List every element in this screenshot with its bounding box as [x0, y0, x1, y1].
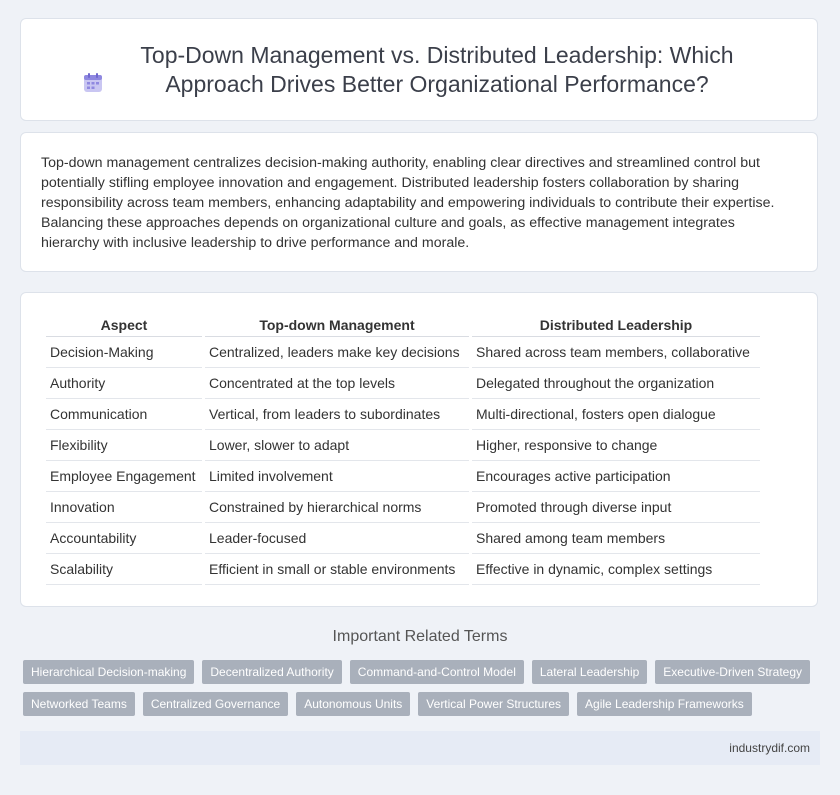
table-row	[46, 492, 760, 523]
table-cell: Scalability	[46, 554, 202, 585]
related-term-tag[interactable]: Centralized Governance	[143, 692, 288, 716]
table-cell: Delegated throughout the organization	[472, 368, 760, 399]
related-term-tag[interactable]: Networked Teams	[23, 692, 135, 716]
table-row	[46, 523, 760, 554]
table-cell: Vertical, from leaders to subordinates	[205, 399, 469, 430]
table-cell: Leader-focused	[205, 523, 469, 554]
table-row	[46, 337, 760, 368]
related-term-tag[interactable]: Autonomous Units	[296, 692, 410, 716]
table-cell: Lower, slower to adapt	[205, 430, 469, 461]
table-row	[46, 461, 760, 492]
summary-card	[20, 132, 818, 272]
column-header-aspect: Aspect	[46, 314, 202, 337]
table-row	[46, 430, 760, 461]
table-cell: Decision-Making	[46, 337, 202, 368]
title-wrap	[21, 41, 817, 99]
table-cell: Shared across team members, collaborative	[472, 337, 760, 368]
page-title: Top-Down Management vs. Distributed Leadership: Which Approach Drives Better Organizational Performance?	[140, 41, 734, 97]
table-cell: Promoted through diverse input	[472, 492, 760, 523]
calendar-icon	[81, 71, 105, 95]
related-terms-title: Important Related Terms	[332, 628, 508, 645]
related-terms-list	[23, 660, 813, 716]
table-cell: Constrained by hierarchical norms	[205, 492, 469, 523]
related-term-tag[interactable]: Decentralized Authority	[202, 660, 341, 684]
related-term-tag[interactable]: Executive-Driven Strategy	[655, 660, 810, 684]
table-cell: Centralized, leaders make key decisions	[205, 337, 469, 368]
column-header-distributed: Distributed Leadership	[472, 314, 760, 337]
column-header-top-down: Top-down Management	[205, 314, 469, 337]
table-cell: Encourages active participation	[472, 461, 760, 492]
summary-text: Top-down management centralizes decision-making authority, enabling clear directives and streamlined control but potentially stifling employee innovation and engagement. Distributed leadership fosters collaboration by sharing responsibility across team members, enhancing adaptability and empowering individuals to contribute their expertise. Balancing these approaches depends on organizational culture and goals, as effective management integrates hierarchy with inclusive leadership to drive performance and morale.	[41, 155, 775, 251]
title-card	[20, 18, 818, 121]
table-row	[46, 554, 760, 585]
related-term-tag[interactable]: Command-and-Control Model	[350, 660, 524, 684]
table-row	[46, 368, 760, 399]
related-term-tag[interactable]: Hierarchical Decision-making	[23, 660, 194, 684]
table-row	[46, 399, 760, 430]
table-cell: Limited involvement	[205, 461, 469, 492]
related-term-tag[interactable]: Agile Leadership Frameworks	[577, 692, 752, 716]
table-cell: Authority	[46, 368, 202, 399]
table-cell: Effective in dynamic, complex settings	[472, 554, 760, 585]
table-cell: Accountability	[46, 523, 202, 554]
table-cell: Communication	[46, 399, 202, 430]
comparison-table	[43, 314, 763, 585]
table-cell: Employee Engagement	[46, 461, 202, 492]
comparison-table-card	[20, 292, 818, 607]
related-term-tag[interactable]: Lateral Leadership	[532, 660, 647, 684]
table-cell: Flexibility	[46, 430, 202, 461]
footer-site-link[interactable]: industrydif.com	[729, 741, 810, 755]
table-cell: Efficient in small or stable environments	[205, 554, 469, 585]
related-term-tag[interactable]: Vertical Power Structures	[418, 692, 569, 716]
table-cell: Concentrated at the top levels	[205, 368, 469, 399]
table-cell: Multi-directional, fosters open dialogue	[472, 399, 760, 430]
table-header-row	[46, 314, 760, 337]
table-cell: Shared among team members	[472, 523, 760, 554]
footer	[20, 731, 820, 765]
table-cell: Innovation	[46, 492, 202, 523]
table-cell: Higher, responsive to change	[472, 430, 760, 461]
